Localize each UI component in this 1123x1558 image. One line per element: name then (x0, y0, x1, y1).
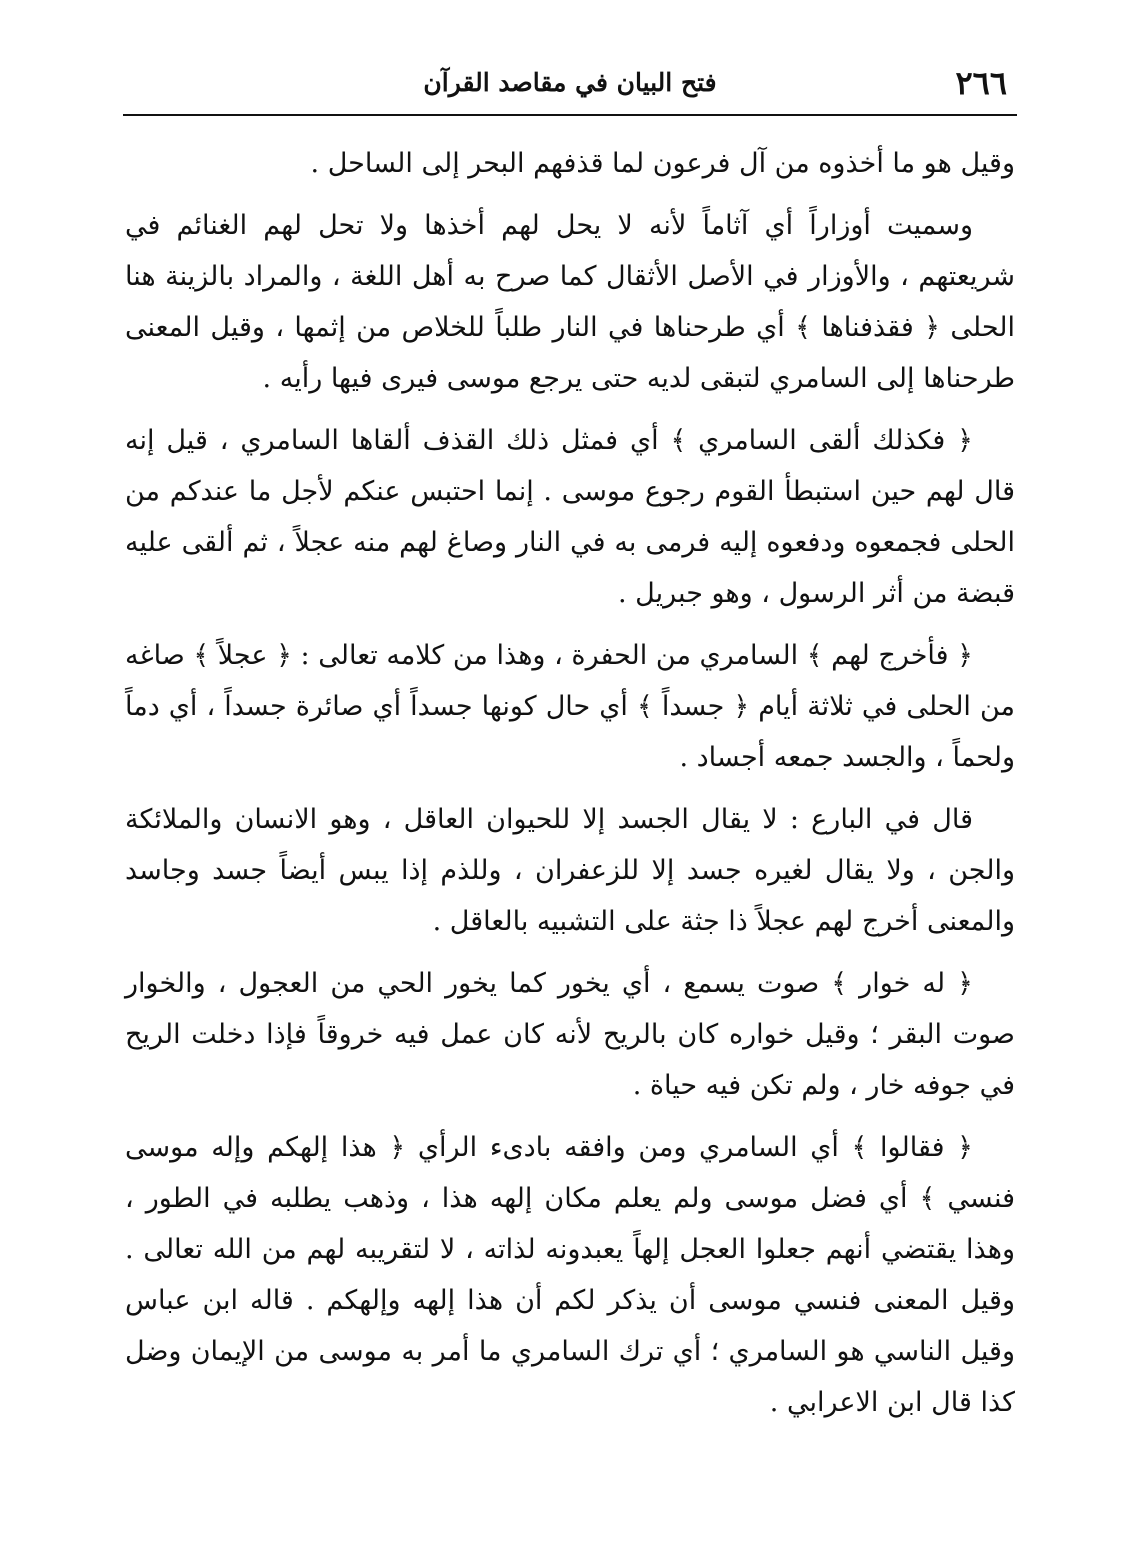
paragraph: قال في البارع : لا يقال الجسد إلا للحيوان العاقل ، وهو الانسان والملائكة والجن ، ولا يقال لغيره جسد إلا للزعفران ، وللذم إذا يبس أيضاً جسد وجاسد والمعنى أخرج لهم عجلاً ذا جثة على التشبيه بالعاقل . (125, 804, 1015, 937)
header-rule (123, 114, 1017, 116)
body-text (125, 138, 1015, 1439)
paragraph: ﴿ فكذلك ألقى السامري ﴾ أي فمثل ذلك القذف ألقاها السامري ، قيل إنه قال لهم حين استبطأ القوم رجوع موسى . إنما احتبس عنكم لأجل ما عندكم من الحلى فجمعوه ودفعوه إليه فرمى به في النار وصاغ لهم منه عجلاً ، ثم ألقى عليه قبضة من أثر الرسول ، وهو جبريل . (125, 425, 1015, 609)
paragraph: وقيل هو ما أخذوه من آل فرعون لما قذفهم البحر إلى الساحل . (310, 148, 1015, 179)
page-header (125, 58, 1015, 110)
running-title: فتح البيان في مقاصد القرآن (423, 68, 717, 97)
paragraph: ﴿ فقالوا ﴾ أي السامري ومن وافقه بادىء الرأي ﴿ هذا إلهكم وإله موسى فنسي ﴾ أي فضل موسى ولم يعلم مكان إلهه هذا ، وذهب يطلبه في الطور ، وهذا يقتضي أنهم جعلوا العجل إلهاً يعبدونه لذاته ، لا لتقريبه لهم من الله تعالى . وقيل المعنى فنسي موسى أن يذكر لكم أن هذا إلهه وإلهكم . قاله ابن عباس وقيل الناسي هو السامري ؛ أي ترك السامري ما أمر به موسى من الإيمان وضل كذا قال ابن الاعرابي . (125, 1132, 1015, 1418)
paragraph: ﴿ له خوار ﴾ صوت يسمع ، أي يخور كما يخور الحي من العجول ، والخوار صوت البقر ؛ وقيل خواره كان بالريح لأنه كان عمل فيه خروقاً فإذا دخلت الريح في جوفه خار ، ولم تكن فيه حياة . (125, 968, 1015, 1101)
page-number: ٢٦٦ (955, 64, 1007, 102)
paragraph: وسميت أوزاراً أي آثاماً لأنه لا يحل لهم أخذها ولا تحل لهم الغنائم في شريعتهم ، والأوزار في الأصل الأثقال كما صرح به أهل اللغة ، والمراد بالزينة هنا الحلى ﴿ فقذفناها ﴾ أي طرحناها في النار طلباً للخلاص من إثمها ، وقيل المعنى طرحناها إلى السامري لتبقى لديه حتى يرجع موسى فيرى فيها رأيه . (125, 210, 1015, 394)
paragraph: ﴿ فأخرج لهم ﴾ السامري من الحفرة ، وهذا من كلامه تعالى : ﴿ عجلاً ﴾ صاغه من الحلى في ثلاثة أيام ﴿ جسداً ﴾ أي حال كونها جسداً أي صائرة جسداً ، أي دماً ولحماً ، والجسد جمعه أجساد . (125, 640, 1015, 773)
